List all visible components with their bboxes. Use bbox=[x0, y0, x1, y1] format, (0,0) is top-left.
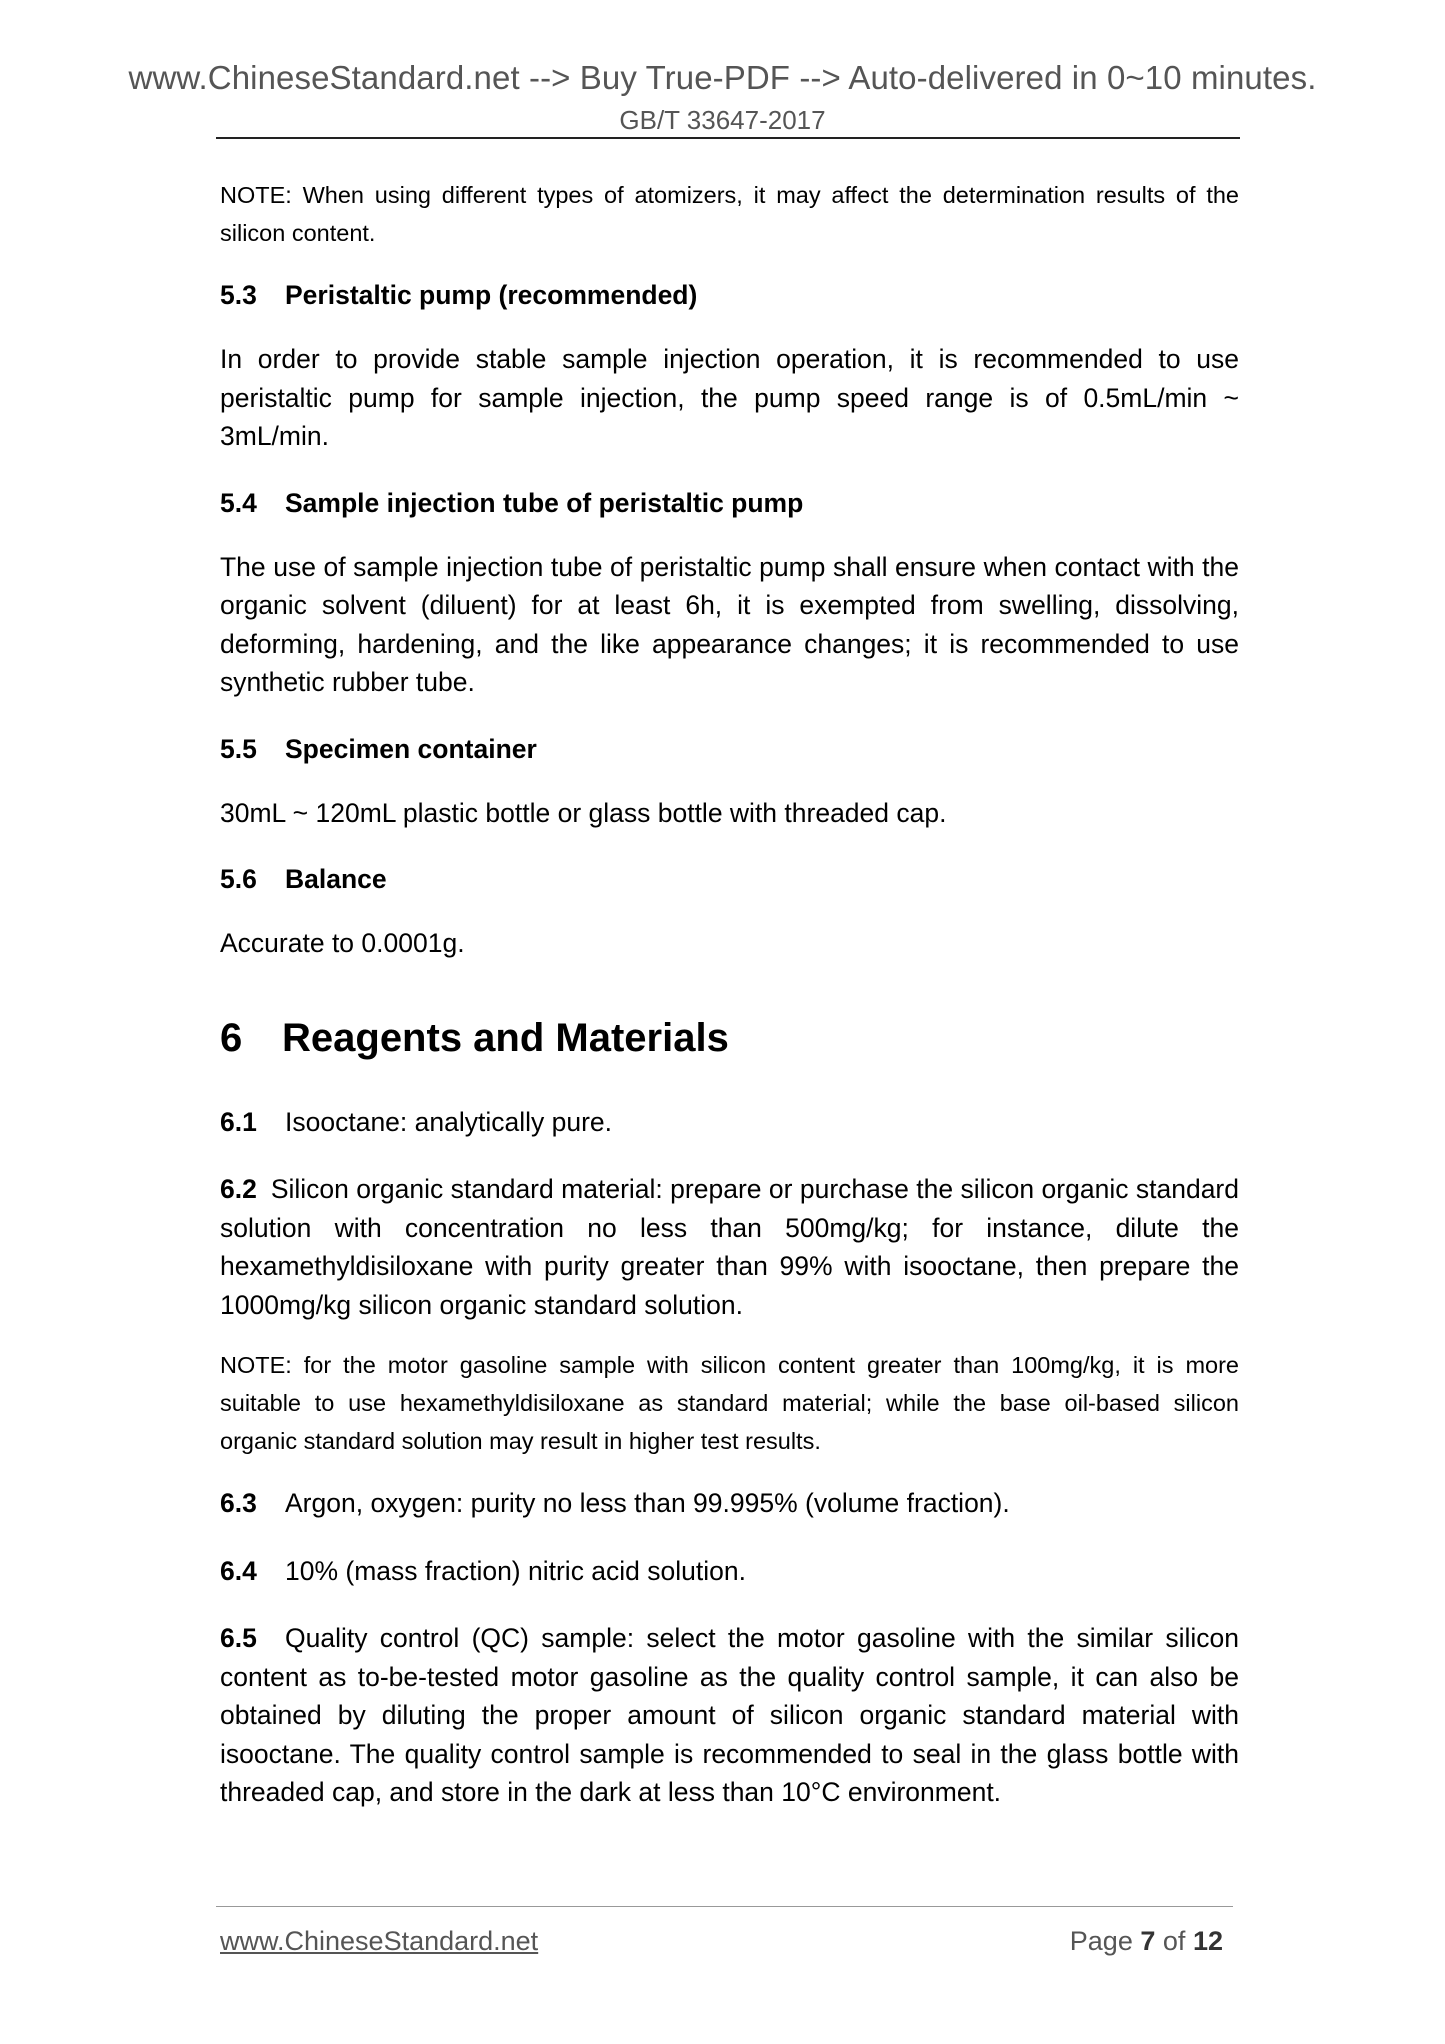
heading-number: 5.4 bbox=[220, 487, 257, 518]
clause-text: Argon, oxygen: purity no less than 99.995% (volume fraction). bbox=[285, 1488, 1010, 1518]
page-indicator bbox=[1070, 1924, 1223, 1958]
note-gasoline: NOTE: for the motor gasoline sample with silicon content greater than 100mg/kg, it is more suitable to use hexamethyldisiloxane as standard material; while the base oil-based silicon organic standard solution may result in higher test results. bbox=[220, 1352, 1239, 1454]
clause-text: Quality control (QC) sample: select the motor gasoline with the similar silicon content as to-be-tested motor gasoline as the quality control sample, it can also be obtained by diluting the proper amount of silicon organic standard material with isooctane. The quality control sample is recommended to seal in the glass bottle with threaded cap, and store in the dark at less than 10°C environment. bbox=[220, 1623, 1239, 1807]
section-heading-6 bbox=[220, 1013, 1239, 1063]
note-atomizers: NOTE: When using different types of atomizers, it may affect the determination results of the silicon content. bbox=[220, 182, 1239, 246]
paragraph-5-5: 30mL ~ 120mL plastic bottle or glass bottle with threaded cap. bbox=[220, 797, 947, 828]
heading-5-3 bbox=[220, 276, 1239, 314]
clause-6-3 bbox=[220, 1484, 1239, 1523]
heading-number: 5.5 bbox=[220, 733, 257, 764]
page-of: of bbox=[1162, 1926, 1186, 1956]
paragraph-5-6: Accurate to 0.0001g. bbox=[220, 928, 465, 958]
footer-website-link[interactable]: www.ChineseStandard.net bbox=[220, 1926, 539, 1956]
clause-number: 6.1 bbox=[220, 1106, 257, 1137]
clause-6-1 bbox=[220, 1103, 1239, 1142]
heading-title: Specimen container bbox=[285, 733, 537, 764]
section-title: Reagents and Materials bbox=[282, 1015, 729, 1060]
paragraph-5-3: In order to provide stable sample injection operation, it is recommended to use peristaltic pump for sample injection, the pump speed range is of 0.5mL/min ~ 3mL/min. bbox=[220, 344, 1239, 451]
page-current: 7 bbox=[1140, 1926, 1156, 1956]
heading-5-5 bbox=[220, 730, 1239, 768]
heading-number: 5.6 bbox=[220, 864, 257, 894]
standard-code: GB/T 33647-2017 bbox=[619, 105, 826, 135]
page-total: 12 bbox=[1192, 1926, 1223, 1956]
header-divider bbox=[216, 137, 1240, 139]
heading-title: Peristaltic pump (recommended) bbox=[285, 280, 698, 310]
page-label: Page bbox=[1069, 1926, 1133, 1956]
clause-number: 6.2 bbox=[220, 1174, 257, 1204]
heading-title: Balance bbox=[285, 864, 387, 894]
footer-divider bbox=[216, 1906, 1233, 1907]
section-number: 6 bbox=[220, 1015, 243, 1060]
paragraph-5-4: The use of sample injection tube of peristaltic pump shall ensure when contact with the organic solvent (diluent) for at least 6h, it is exempted from swelling, dissolving, deforming, hardening, and the like appearance changes; it is recommended to use synthetic rubber tube. bbox=[220, 551, 1239, 697]
heading-number: 5.3 bbox=[220, 280, 257, 310]
document-body bbox=[220, 176, 1239, 1841]
header-banner[interactable]: www.ChineseStandard.net --> Buy True-PDF --> Auto-delivered in 0~10 minutes. bbox=[128, 59, 1317, 96]
clause-6-4 bbox=[220, 1552, 1239, 1591]
clause-6-2 bbox=[220, 1170, 1239, 1324]
heading-5-6 bbox=[220, 860, 1239, 898]
clause-number: 6.4 bbox=[220, 1555, 257, 1586]
clause-text: Isooctane: analytically pure. bbox=[285, 1106, 613, 1137]
clause-6-5 bbox=[220, 1619, 1239, 1812]
clause-number: 6.3 bbox=[220, 1488, 257, 1518]
heading-5-4 bbox=[220, 484, 1239, 522]
clause-text: Silicon organic standard material: prepare or purchase the silicon organic standard solution with concentration no less than 500mg/kg; for instance, dilute the hexamethyldisiloxane with purity greater than 99% with isooctane, then prepare the 1000mg/kg silicon organic standard solution. bbox=[220, 1174, 1239, 1320]
page-header bbox=[0, 58, 1445, 136]
clause-text: 10% (mass fraction) nitric acid solution. bbox=[285, 1555, 746, 1586]
heading-title: Sample injection tube of peristaltic pump bbox=[285, 487, 804, 518]
clause-number: 6.5 bbox=[220, 1623, 257, 1653]
